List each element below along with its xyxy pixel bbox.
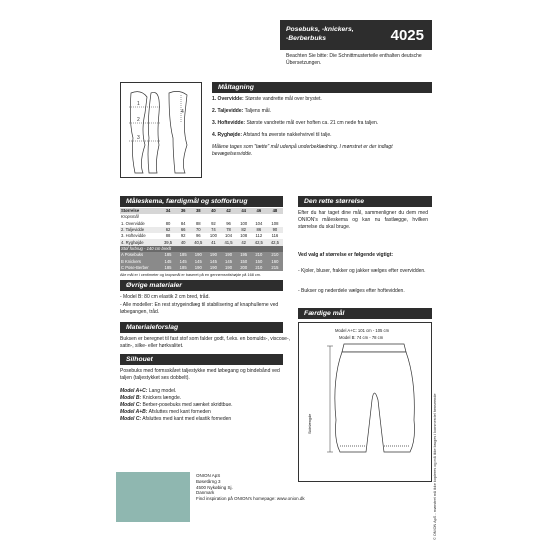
ovrige-line: - Model B: 80 cm elastik 2 cm bred, tråd. [120,294,210,300]
measurement-item: 2. Taljevidde: Taljens mål. [212,108,272,114]
title-banner [280,20,432,50]
rette-text: Efter du har taget dine mål, sammenligner du dem med ONION's måleskema og kan nu fastlægge, hvilken størrelse du skal bruge. [298,210,428,230]
measuring-figure [120,82,202,178]
ovrige-line: - Alle modeller: En rest strygeindlæg til stabilisering af knaphullerne ved løbegangen, tråd. [120,302,279,315]
svg-text:1: 1 [137,101,140,107]
maltagning-heading: Måltagning [212,82,432,93]
svg-text:2: 2 [137,117,140,123]
measurement-list [212,96,432,158]
materiale-heading: Materialeforslag [120,322,283,333]
company-address: ONION ApS Bøsetårng 3 4500 Nykøbing Sj. Danmark Find inspiration på ONION's homepage: www.onion.dk [196,473,305,502]
copyright-vertical [433,300,441,540]
size-header-row: Størrelse 34 36 38 40 42 44 46 48 [120,208,283,214]
title-line-2: -Berberbuks [286,35,327,42]
side-length-label: Sidelængde [308,413,312,434]
svg-text:4: 4 [181,109,184,115]
ovrige-heading: Øvrige materialer [120,280,283,291]
rette-bullet: - Bukser og nederdele vælges efter hoftevidden. [298,288,405,294]
finished-length-a-c: Model A+C: 101 cm - 105 cm [335,328,390,333]
trousers-illustration [324,340,424,460]
materiale-text: Buksen er beregnet til fast stof som falder godt, f.eks. en bomulds-, viscose-, satin-, silke- eller hørkvalitet. [120,336,290,349]
measurement-item: 1. Overvidde: Største vandrette mål over brystet. [212,96,322,102]
table-footnote: Alle mål er i centimeter og kropsmål er baseret på en gennemsnitshøjde på 168 cm. [120,273,261,277]
table-row: 4. Ryghøjde 39,5 40 40,5 41 41,5 42 42,5 42,5 [120,239,283,245]
silhouet-text: Posebuks med formsskåret taljestykke med løbegang og bindebånd ved taljen (taljestykket ses dobbelt). [120,368,280,381]
faerdige-heading: Færdige mål [298,308,432,319]
measurement-note: Målene tages som "tætte" mål udenpå underbeklædning. I mønstret er der indlagt bevægelsesvidde. [212,144,393,157]
pattern-number: 4025 [390,27,424,44]
copyright-text: © ONION ApS - mønstret må ikke kopieres og må ikke bruges i kommerciel henseende [433,393,437,540]
model-list [120,388,290,423]
rette-heading: Den rette størrelse [298,196,432,207]
finished-length-b: Model B: 74 cm - 78 cm [339,335,384,340]
table-row: A Posebuks 185 185 190 190 190 195 210 210 [120,252,283,258]
table-row: 2. Taljevidde 62 66 70 74 78 82 86 90 [120,227,283,233]
measurement-item: 3. Hoftevidde: Største vandrette mål over hoften ca. 21 cm nede fra taljen. [212,120,379,126]
table-row: B Knickers 145 145 145 145 145 150 150 160 [120,258,283,264]
silhouet-heading: Silhouet [120,354,283,365]
fabric-header-row: Stof forbrug - 140 cm bredt [120,246,283,252]
svg-text:3: 3 [137,135,140,141]
measurement-item: 4. Ryghøjde: Afstand fra øverste nakkehvirvel til talje. [212,132,332,138]
body-figure-illustration [121,83,203,179]
table-row: 3. Hoftevidde 88 92 96 100 104 108 112 116 [121,233,279,239]
list-item: Model C: Berber-posebuks med sænket skridtbue. [120,402,233,408]
body-measure-label-row: Kropsmål [121,214,139,220]
title-line-1: Posebuks, -knickers, [286,26,354,33]
size-table [120,208,283,271]
rette-bullet: - Kjoler, bluser, frakker og jakker vælges efter overvidden. [298,268,426,274]
rette-lead: Ved valg af størrelse er følgende vigtigt: [298,252,394,258]
list-item: Model A+C: Lang model. [120,388,177,394]
german-note: Beachten Sie bitte: Die Schnittmusterteile enthalten deutsche Übersetzungen. [286,53,422,66]
pattern-sheet [112,20,432,532]
maleskema-heading: Måleskema, færdigmål og stofforbrug [120,196,283,207]
brand-color-block [116,472,190,522]
list-item: Model B: Knickers længde. [120,395,182,401]
table-row: C Pose-Berber 185 185 190 190 190 200 210 215 [120,265,283,271]
list-item: Model A+B: Afsluttes med kant forneden [120,409,211,415]
list-item: Model C: Afsluttes med kant med elastik forneden [120,416,232,422]
table-row: 1. Overvidde 80 84 88 92 96 100 104 108 [121,220,279,226]
